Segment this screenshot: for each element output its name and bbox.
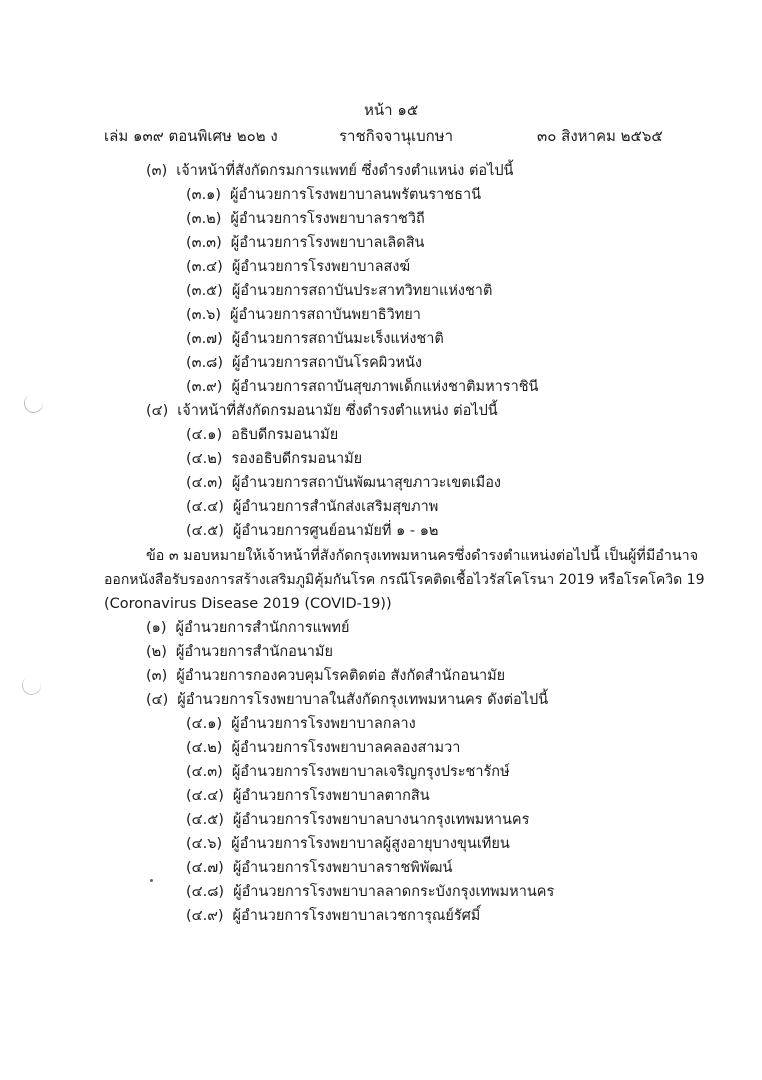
scan-artifact-mark [21,391,45,415]
item-text: ผู้อำนวยการโรงพยาบาลเวชการุณย์รัศมิ์ [232,908,481,924]
clause-paragraph-line: ข้อ ๓ มอบหมายให้เจ้าหน้าที่สังกัดกรุงเทพมหานครซึ่งดำรงตำแหน่งต่อไปนี้ เป็นผู้ที่มีอำนาจ [146,548,699,564]
item-number: (๔) [146,403,169,419]
item-number: (๔.๓) [186,475,223,491]
item-text: ผู้อำนวยการสถาบันพัฒนาสุขภาวะเขตเมือง [231,475,501,491]
item-number: (๓.๒) [186,211,222,227]
item-text: ผู้อำนวยการสำนักส่งเสริมสุขภาพ [232,499,439,515]
list-item [186,380,538,395]
item-text: รองอธิบดีกรมอนามัย [231,451,363,467]
item-text: เจ้าหน้าที่สังกัดกรมการแพทย์ ซึ่งดำรงตำแหน่ง ต่อไปนี้ [176,163,514,179]
list-item [146,621,350,636]
item-number: (๔.๔) [186,788,224,804]
list-item [146,645,333,660]
item-number: (๒) [146,644,167,660]
item-text: ผู้อำนวยการโรงพยาบาลราชพิพัฒน์ [232,860,453,876]
item-number: (๔.๓) [186,764,223,780]
item-number: (๓.๔) [186,259,223,275]
list-item [186,284,492,299]
clause-paragraph-line: ออกหนังสือรับรองการสร้างเสริมภูมิคุ้มกันโรค กรณีโรคติดเชื้อไวรัสโคโรนา 2019 หรือโรคโควิด 19 [104,572,705,588]
item-text: เจ้าหน้าที่สังกัดกรมอนามัย ซึ่งดำรงตำแหน่ง ต่อไปนี้ [177,403,498,419]
scan-artifact-dot [150,879,153,882]
item-text: ผู้อำนวยการสถาบันพยาธิวิทยา [230,307,421,323]
item-number: (๓) [146,163,168,179]
list-item [186,765,510,780]
list-item [186,861,452,876]
list-item [186,452,362,467]
item-text: ผู้อำนวยการโรงพยาบาลตากสิน [232,788,430,804]
item-number: (๔.๕) [186,812,224,828]
list-item [186,188,481,203]
list-item [186,789,430,804]
item-number: (๔.๑) [186,716,223,732]
section-heading [146,164,513,179]
item-text: อธิบดีกรมอนามัย [231,427,339,443]
item-text: ผู้อำนวยการโรงพยาบาลลาดกระบังกรุงเทพมหานคร [233,884,555,900]
item-number: (๓.๓) [186,235,222,251]
item-text: ผู้อำนวยการโรงพยาบาลบางนากรุงเทพมหานคร [232,812,530,828]
item-text: ผู้อำนวยการสำนักการแพทย์ [175,620,350,636]
section-heading [146,404,498,419]
volume-info: เล่ม ๑๓๙ ตอนพิเศษ ๒๐๒ ง [104,127,278,145]
list-item [186,260,410,275]
list-item [186,212,425,227]
list-item [186,885,554,900]
list-item [186,500,438,515]
list-item [146,669,505,684]
list-item [186,909,480,924]
item-text: ผู้อำนวยการโรงพยาบาลสงฆ์ [231,259,411,275]
list-item [186,741,460,756]
item-number: (๔) [146,692,169,708]
list-item [186,236,424,251]
item-text: ผู้อำนวยการสถาบันสุขภาพเด็กแห่งชาติมหาราชินี [231,379,539,395]
item-text: ผู้อำนวยการสถาบันประสาทวิทยาแห่งชาติ [231,283,493,299]
list-item [186,308,421,323]
list-item [146,693,548,708]
item-number: (๓.๖) [186,307,222,323]
item-number: (๓.๕) [186,283,223,299]
item-text: ผู้อำนวยการโรงพยาบาลเจริญกรุงประชารักษ์ [231,764,510,780]
item-number: (๔.๕) [186,523,224,539]
item-text: ผู้อำนวยการโรงพยาบาลคลองสามวา [231,740,461,756]
item-text: ผู้อำนวยการโรงพยาบาลกลาง [231,716,416,732]
gazette-title: ราชกิจจานุเบกษา [339,127,454,145]
item-text: ผู้อำนวยการสถาบันโรคผิวหนัง [232,355,422,371]
list-item [186,813,529,828]
item-number: (๔.๗) [186,860,224,876]
list-item [186,717,416,732]
item-text: ผู้อำนวยการศูนย์อนามัยที่ ๑ - ๑๒ [232,523,439,539]
item-number: (๔.๖) [186,836,223,852]
item-number: (๓.๑) [186,187,222,203]
list-item [186,524,439,539]
item-text: ผู้อำนวยการสถาบันมะเร็งแห่งชาติ [231,331,444,347]
list-item [186,428,338,443]
item-text: ผู้อำนวยการสำนักอนามัย [175,644,333,660]
publication-date: ๓๐ สิงหาคม ๒๕๖๕ [537,127,663,145]
item-text: ผู้อำนวยการโรงพยาบาลผู้สูงอายุบางขุนเทียน [231,836,510,852]
item-number: (๓.๗) [186,331,223,347]
item-number: (๔.๔) [186,499,224,515]
item-text: ผู้อำนวยการโรงพยาบาลในสังกัดกรุงเทพมหานคร ดังต่อไปนี้ [177,692,549,708]
item-number: (๔.๒) [186,451,223,467]
item-text: ผู้อำนวยการโรงพยาบาลราชวิถี [230,211,425,227]
clause-paragraph-line: (Coronavirus Disease 2019 (COVID-19)) [104,596,392,612]
scan-artifact-mark [19,673,43,697]
item-number: (๓.๘) [186,355,224,371]
item-number: (๔.๑) [186,427,223,443]
page-number: หน้า ๑๕ [364,101,419,119]
item-number: (๔.๒) [186,740,223,756]
item-number: (๑) [146,620,167,636]
item-text: ผู้อำนวยการโรงพยาบาลนพรัตนราชธานี [230,187,482,203]
list-item [186,837,510,852]
item-text: ผู้อำนวยการโรงพยาบาลเลิดสิน [230,235,425,251]
item-text: ผู้อำนวยการกองควบคุมโรคติดต่อ สังกัดสำนักอนามัย [176,668,506,684]
list-item [186,476,501,491]
list-item [186,332,444,347]
item-number: (๓.๙) [186,379,223,395]
item-number: (๔.๘) [186,884,225,900]
item-number: (๔.๙) [186,908,224,924]
list-item [186,356,422,371]
item-number: (๓) [146,668,168,684]
